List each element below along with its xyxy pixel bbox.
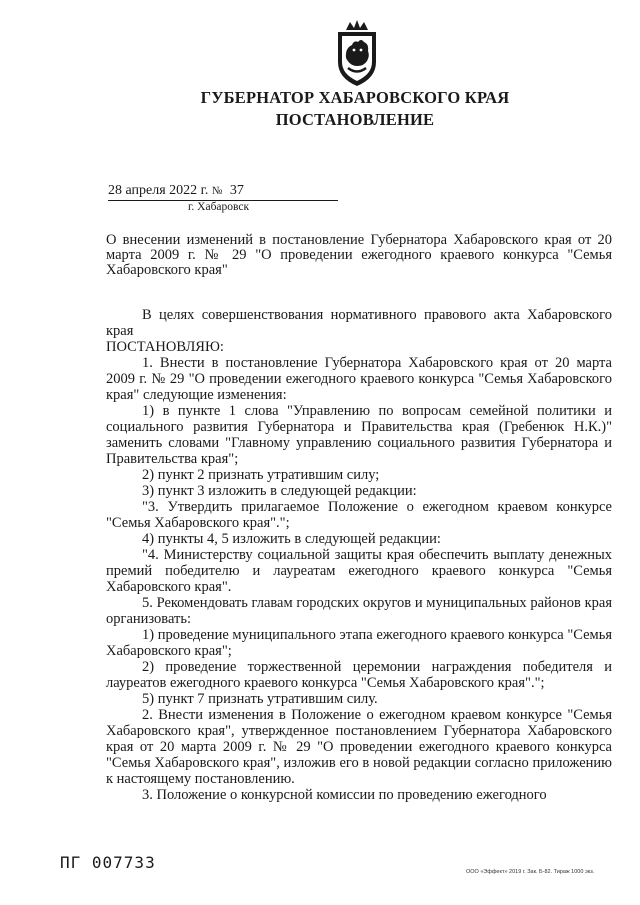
paragraph-1-2: 2) пункт 2 признать утратившим силу; bbox=[142, 467, 380, 483]
paragraph-1: 1. Внести в постановление Губернатора Хабаровского края от 20 марта 2009 г. № 29 "О проведении ежегодного краевого конкурса "Семья Хабаровского края" следующие изменения: bbox=[106, 355, 612, 403]
paragraph-1-1: 1) в пункте 1 слова "Управлению по вопросам семейной политики и социального развития Губернатора и Правительства края (Гребенюк Н.К.)" заменить словами "Главному управлению социального развития Губернатора и Правительства края"; bbox=[106, 403, 612, 467]
paragraph-2: 2. Внести изменения в Положение о ежегодном краевом конкурсе "Семья Хабаровского края", утвержденное постановлением Губернатора Хабаровского края от 20 марта 2009 г. № 29 "О проведении ежегодного краевого конкурса "Семья Хабаровского края", изложив его в новой редакции согласно приложению к настоящему постановлению. bbox=[106, 707, 612, 787]
document-body bbox=[106, 307, 612, 803]
paragraph-1-5: 5) пункт 7 признать утратившим силу. bbox=[142, 691, 378, 707]
paragraph-1-4-text-4: "4. Министерству социальной защиты края обеспечить выплату денежных премий победителю и лауреатам ежегодного краевого конкурса "Семья Хабаровского края". bbox=[106, 547, 612, 595]
paragraph-1-4: 4) пункты 4, 5 изложить в следующей редакции: bbox=[142, 531, 441, 547]
paragraph-1-4-text-5-1: 1) проведение муниципального этапа ежегодного краевого конкурса "Семья Хабаровского края"; bbox=[106, 627, 612, 659]
document-organization-title: ГУБЕРНАТОР ХАБАРОВСКОГО КРАЯ bbox=[200, 88, 510, 107]
paragraph-3: 3. Положение о конкурсной комиссии по проведению ежегодного bbox=[142, 787, 547, 803]
coat-of-arms-emblem bbox=[330, 18, 384, 88]
document-number: 37 bbox=[229, 183, 244, 198]
paragraph-1-4-text-5-2: 2) проведение торжественной церемонии награждения победителя и лауреатов ежегодного краевого конкурса "Семья Хабаровского края"."; bbox=[106, 659, 612, 691]
document-subject: О внесении изменений в постановление Губернатора Хабаровского края от 20 марта 2009 г. № 29 "О проведении ежегодного краевого конкурса "Семья Хабаровского края" bbox=[106, 232, 612, 278]
paragraph-decree: ПОСТАНОВЛЯЮ: bbox=[106, 339, 224, 355]
document-city: г. Хабаровск bbox=[188, 201, 250, 213]
paragraph-1-3-text: "3. Утвердить прилагаемое Положение о ежегодном краевом конкурсе "Семья Хабаровского края"."; bbox=[106, 499, 612, 531]
printer-imprint: ООО «Эффект» 2019 г. Зак. Б-82. Тираж 1000 экз. bbox=[466, 869, 595, 875]
number-label: № bbox=[211, 185, 223, 197]
date-number-line bbox=[108, 182, 338, 201]
document-date: 28 апреля 2022 г. bbox=[108, 183, 209, 198]
form-serial-code: ПГ 007733 bbox=[60, 853, 156, 872]
paragraph-preamble: В целях совершенствования нормативного правового акта Хабаровского края bbox=[106, 307, 612, 339]
paragraph-1-3: 3) пункт 3 изложить в следующей редакции: bbox=[142, 483, 417, 499]
paragraph-1-4-text-5: 5. Рекомендовать главам городских округов и муниципальных районов края организовать: bbox=[106, 595, 612, 627]
document-type-title: ПОСТАНОВЛЕНИЕ bbox=[275, 110, 435, 129]
